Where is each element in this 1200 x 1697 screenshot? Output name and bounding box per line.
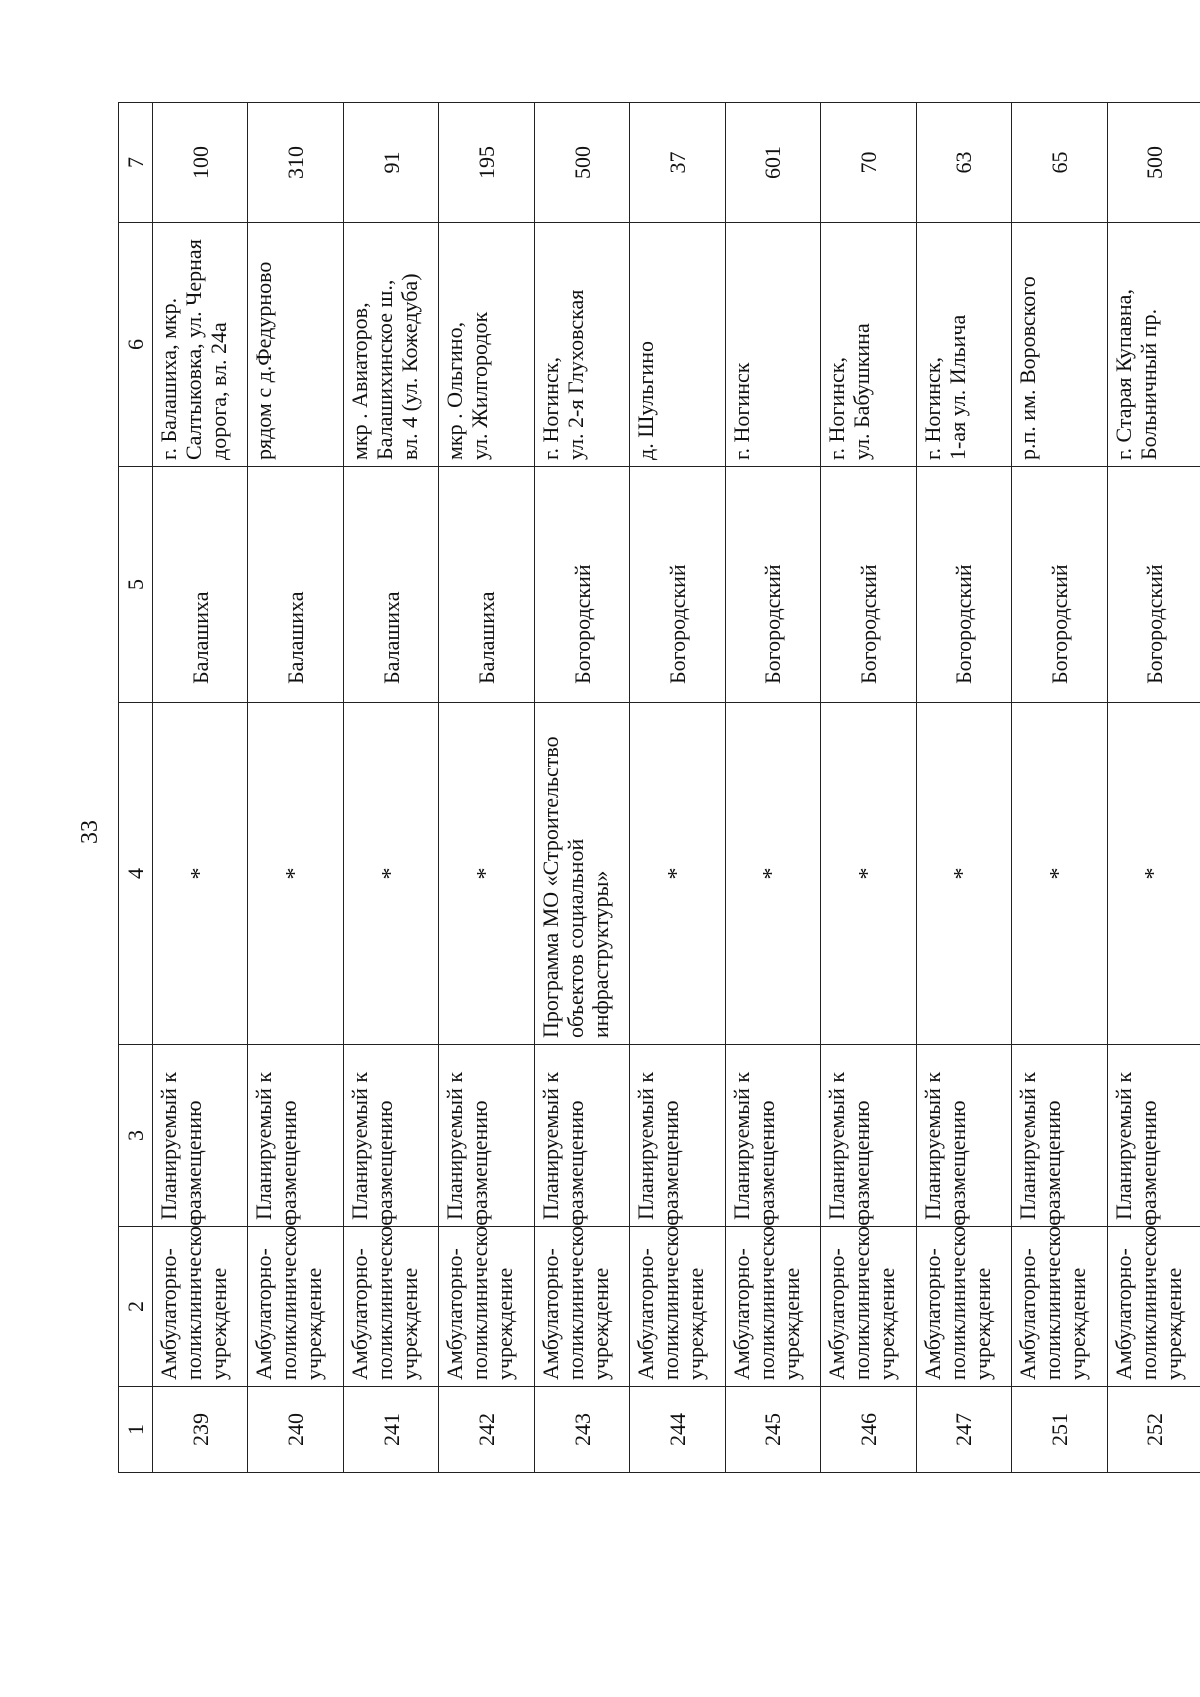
facility-type-cell: Амбулаторно- поликлиническое учреждение [248, 1227, 343, 1387]
header-col-6: 6 [119, 223, 153, 467]
facility-status-cell: Планируемый к размещению [534, 1045, 629, 1227]
municipality-cell: Балашиха [439, 467, 534, 703]
capacity-cell: 100 [153, 103, 248, 223]
location-cell: г. Старая Купавна, Больничный пр. [1107, 223, 1200, 467]
facility-status-cell: Планируемый к размещению [916, 1045, 1011, 1227]
table-row [725, 103, 820, 1473]
program-cell: * [725, 703, 820, 1045]
capacity-cell: 63 [916, 103, 1011, 223]
facility-status-cell: Планируемый к размещению [248, 1045, 343, 1227]
facility-type-cell: Амбулаторно- поликлиническое учреждение [439, 1227, 534, 1387]
location-cell: рядом с д.Федурново [248, 223, 343, 467]
program-cell: * [248, 703, 343, 1045]
table-row [630, 103, 725, 1473]
facility-status-cell: Планируемый к размещению [725, 1045, 820, 1227]
header-col-3: 3 [119, 1045, 153, 1227]
row-number-cell: 252 [1107, 1387, 1200, 1473]
facility-status-cell: Планируемый к размещению [153, 1045, 248, 1227]
facility-status-cell: Планируемый к размещению [821, 1045, 916, 1227]
facility-status-cell: Планируемый к размещению [343, 1045, 438, 1227]
municipality-cell: Богородский [534, 467, 629, 703]
row-number-cell: 244 [630, 1387, 725, 1473]
facility-type-cell: Амбулаторно- поликлиническое учреждение [1107, 1227, 1200, 1387]
facility-status-cell: Планируемый к размещению [630, 1045, 725, 1227]
facility-status-cell: Планируемый к размещению [439, 1045, 534, 1227]
program-cell: * [821, 703, 916, 1045]
capacity-cell: 601 [725, 103, 820, 223]
facility-type-cell: Амбулаторно- поликлиническое учреждение [821, 1227, 916, 1387]
facility-type-cell: Амбулаторно- поликлиническое учреждение [153, 1227, 248, 1387]
table-row [534, 103, 629, 1473]
page-number: 33 [77, 820, 103, 844]
table-row [248, 103, 343, 1473]
municipality-cell: Богородский [821, 467, 916, 703]
row-number-cell: 241 [343, 1387, 438, 1473]
location-cell: г. Ногинск, 1-ая ул. Ильича [916, 223, 1011, 467]
facility-type-cell: Амбулаторно- поликлиническое учреждение [916, 1227, 1011, 1387]
facility-status-cell: Планируемый к размещению [1107, 1045, 1200, 1227]
capacity-cell: 91 [343, 103, 438, 223]
location-cell: г. Ногинск [725, 223, 820, 467]
program-cell: Программа МО «Строительство объектов социальной инфраструктуры» [534, 703, 629, 1045]
program-cell: * [439, 703, 534, 1045]
capacity-cell: 195 [439, 103, 534, 223]
header-col-2: 2 [119, 1227, 153, 1387]
row-number-cell: 242 [439, 1387, 534, 1473]
facility-type-cell: Амбулаторно- поликлиническое учреждение [534, 1227, 629, 1387]
row-number-cell: 251 [1012, 1387, 1107, 1473]
location-cell: г. Балашиха, мкр. Салтыковка, ул. Черная дорога, вл. 24а [153, 223, 248, 467]
header-col-4: 4 [119, 703, 153, 1045]
facility-type-cell: Амбулаторно- поликлиническое учреждение [725, 1227, 820, 1387]
header-col-5: 5 [119, 467, 153, 703]
header-col-1: 1 [119, 1387, 153, 1473]
location-cell: р.п. им. Воровского [1012, 223, 1107, 467]
table-row [153, 103, 248, 1473]
row-number-cell: 246 [821, 1387, 916, 1473]
capacity-cell: 500 [534, 103, 629, 223]
capacity-cell: 37 [630, 103, 725, 223]
table-row [343, 103, 438, 1473]
program-cell: * [1012, 703, 1107, 1045]
location-cell: мкр . Ольгино, ул. Жилгородок [439, 223, 534, 467]
row-number-cell: 243 [534, 1387, 629, 1473]
facility-status-cell: Планируемый к размещению [1012, 1045, 1107, 1227]
capacity-cell: 310 [248, 103, 343, 223]
municipality-cell: Балашиха [153, 467, 248, 703]
program-cell: * [153, 703, 248, 1045]
municipality-cell: Богородский [1012, 467, 1107, 703]
program-cell: * [1107, 703, 1200, 1045]
facilities-table [118, 102, 1200, 1473]
row-number-cell: 245 [725, 1387, 820, 1473]
table-row [821, 103, 916, 1473]
capacity-cell: 65 [1012, 103, 1107, 223]
rotated-table-container [118, 103, 1200, 1473]
row-number-cell: 240 [248, 1387, 343, 1473]
header-col-7: 7 [119, 103, 153, 223]
row-number-cell: 239 [153, 1387, 248, 1473]
municipality-cell: Богородский [1107, 467, 1200, 703]
location-cell: д. Шульгино [630, 223, 725, 467]
municipality-cell: Богородский [630, 467, 725, 703]
location-cell: г. Ногинск, ул. Бабушкина [821, 223, 916, 467]
municipality-cell: Балашиха [343, 467, 438, 703]
program-cell: * [630, 703, 725, 1045]
capacity-cell: 70 [821, 103, 916, 223]
municipality-cell: Богородский [725, 467, 820, 703]
table-row [439, 103, 534, 1473]
program-cell: * [343, 703, 438, 1045]
table-row [1012, 103, 1107, 1473]
table-row [916, 103, 1011, 1473]
municipality-cell: Богородский [916, 467, 1011, 703]
facility-type-cell: Амбулаторно- поликлиническое учреждение [343, 1227, 438, 1387]
row-number-cell: 247 [916, 1387, 1011, 1473]
program-cell: * [916, 703, 1011, 1045]
header-row [119, 103, 153, 1473]
location-cell: г. Ногинск, ул. 2-я Глуховская [534, 223, 629, 467]
capacity-cell: 500 [1107, 103, 1200, 223]
table-row [1107, 103, 1200, 1473]
facility-type-cell: Амбулаторно- поликлиническое учреждение [1012, 1227, 1107, 1387]
facility-type-cell: Амбулаторно- поликлиническое учреждение [630, 1227, 725, 1387]
municipality-cell: Балашиха [248, 467, 343, 703]
location-cell: мкр . Авиаторов, Балашихинское ш., вл. 4 (ул. Кожедуба) [343, 223, 438, 467]
